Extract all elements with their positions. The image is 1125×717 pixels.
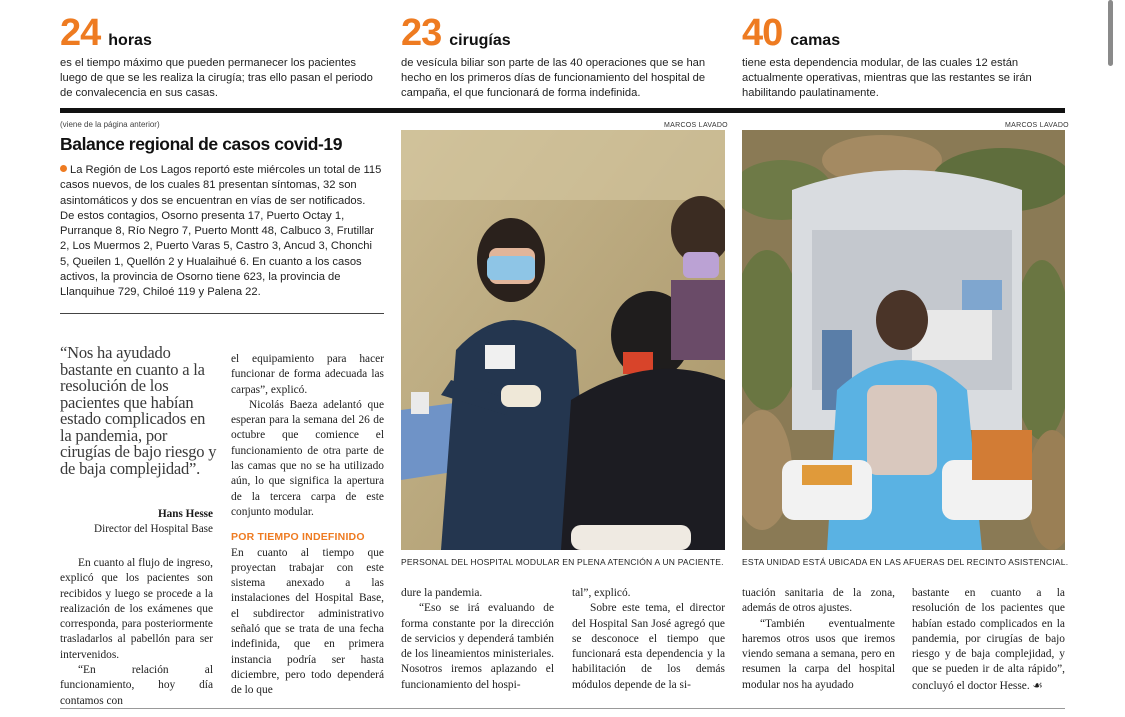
paragraph: Nicolás Baeza adelantó que esperan para la semana del 26 de octubre que comience el funcionamiento de otra parte de las camas que no se ha utilizado aún, lo que significa la apertura de la tercera carpa de este conjunto modular. [231,398,384,518]
article-column-2 [231,352,384,699]
photo-caption: PERSONAL DEL HOSPITAL MODULAR EN PLENA ATENCIÓN A UN PACIENTE. [401,557,724,567]
paragraph: dure la pandemia. [401,587,483,599]
end-mark-icon: ☙ [1032,677,1043,692]
stat-unit: horas [108,32,152,49]
article-column-3 [401,586,554,693]
stat-surgeries [401,14,726,101]
section-divider [60,108,1065,113]
page-bottom-rule [60,708,1065,709]
paragraph: “En relación al funcionamiento, hoy día contamos con [60,664,213,707]
pull-quote: “Nos ha ayudado bastante en cuanto a la resolución de los pacientes que habían estado complicados en la pandemia, por cirugías de bajo riesgo y de baja complejidad”. [60,343,217,478]
balance-title: Balance regional de casos covid-19 [60,134,343,154]
photo-caption: ESTA UNIDAD ESTÁ UBICADA EN LAS AFUERAS DEL RECINTO ASISTENCIAL. [742,557,1069,567]
paragraph-text: bastante en cuanto a la resolución de los pacientes que habían estado complicados en la pandemia, por cirugías de bajo riesgo y de baja complejidad, y que se pueden ir de alta rápido”, concluyó el doctor Hesse. [912,587,1065,692]
stat-number: 23 [401,12,442,54]
paragraph: Sobre este tema, el director del Hospital San José agregó que se desconoce el tiempo que funcionará esta dependencia y la habilitación de los demás módulos depende de la si- [572,602,725,691]
photo-illustration [401,130,725,550]
stat-number: 24 [60,12,101,54]
continuation-kicker: (viene de la página anterior) [60,120,160,129]
balance-body [60,163,382,301]
balance-text: La Región de Los Lagos reportó este miércoles un total de 115 casos nuevos, de los cuales 81 presentan síntomas, 32 son asintomáticos y dos se encuentran en vías de ser notificados. De estos contagios, Osorno presenta 17, Puerto Octay 1, Purranque 8, Río Negro 7, Puerto Montt 48, Calbuco 3, Frutillar 2, Los Muermos 2, Puerto Varas 5, Castro 3, Ancud 3, Chonchi 5, Queilen 1, Quellón 2 y Hualaihué 6. En cuanto a los casos activos, la provincia de Osorno tiene 623, la provincia de Llanquihue 729, Chiloé 119 y Palena 22. [60,164,382,299]
article-column-5 [742,586,895,693]
paragraph: tuación sanitaria de la zona, además de otros ajustes. [742,587,895,615]
scrollbar-thumb[interactable] [1108,0,1113,66]
photo-medical-staff [401,130,725,550]
photo-credit: MARCOS LAVADO [664,122,728,129]
paragraph: el equipamiento para hacer funcionar de forma adecuada las carpas”, explicó. [231,353,384,396]
paragraph: tal”, explicó. [572,587,631,599]
photo-illustration [742,130,1065,550]
stat-beds [742,14,1067,101]
paragraph [912,586,1065,694]
balance-divider [60,313,384,314]
quote-author-role: Director del Hospital Base [94,523,213,535]
stat-unit: cirugías [449,32,511,49]
stat-text: tiene esta dependencia modular, de las cuales 12 están actualmente operativas, mientras que las restantes se irán habilitando paulatinamente. [742,57,1032,99]
photo-modular-unit [742,130,1065,550]
bullet-dot-icon [60,165,67,172]
subhead: POR TIEMPO INDEFINIDO [231,531,365,544]
article-column-1 [60,556,213,709]
paragraph: “Eso se irá evaluando de forma constante por la dirección de servicios y dependerá también de los lineamientos ministeriales. Nosotros iremos aplazando el funcionamiento del hospi- [401,602,554,691]
stat-text: es el tiempo máximo que pueden permanecer los pacientes luego de que se les realiza la cirugía; tras ello pasan el periodo de convalecencia en sus casas. [60,57,373,99]
photo-credit: MARCOS LAVADO [1005,122,1069,129]
paragraph: En cuanto al tiempo que proyectan trabajar con este sistema anexado a las instalaciones del Hospital Base, el subdirector administrativo señaló que se trata de una fecha indefinida, que en primera instancia podría ser hasta diciembre, pero todo dependerá de lo que [231,546,384,697]
stat-unit: camas [790,32,841,49]
paragraph: En cuanto al flujo de ingreso, explicó que los pacientes son recibidos y luego se procede a la realización de los exámenes que corresponda, para posteriormente trasladarlos al pabellón para ser intervenidos. [60,557,213,661]
stat-number: 40 [742,12,783,54]
stat-text: de vesícula biliar son parte de las 40 operaciones que se han hecho en los primeros días de funcionamiento del hospital de campaña, el que funcionará de forma indefinida. [401,57,706,99]
stat-hours [60,14,385,101]
article-column-6 [912,586,1065,694]
paragraph: “También eventualmente haremos otros usos que iremos viendo semana a semana, pero en resumen la carpa del hospital modular nos ha ayudado [742,617,895,691]
quote-author: Hans Hesse [157,508,213,520]
article-column-4 [572,586,725,693]
